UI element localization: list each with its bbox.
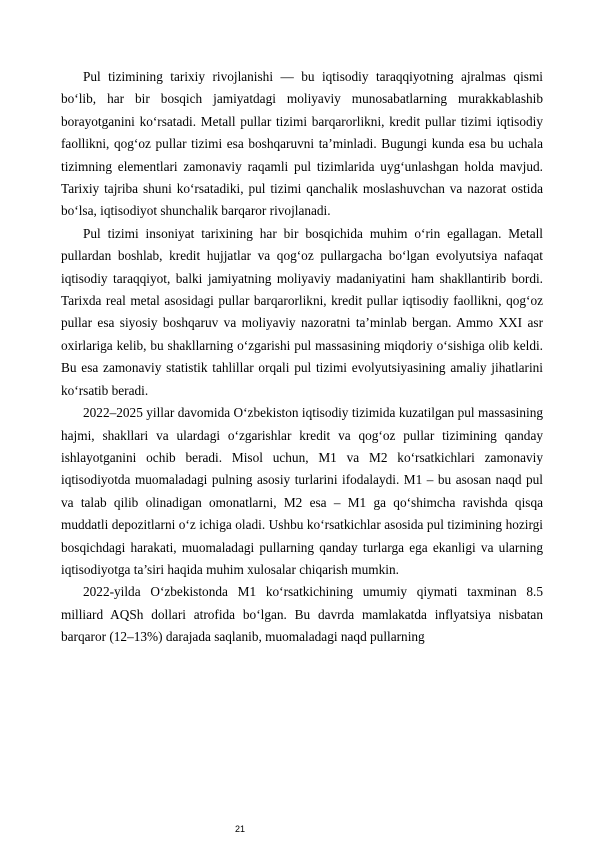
paragraph-2: Pul tizimi insoniyat tarixining har bir bosqichida muhim o‘rin egallagan. Metall pullardan boshlab, kredit hujjatlar va qog‘oz pullargacha bo‘lgan evolyutsiya nafaqat iqtisodiy taraqqiyot, balki jamiyatning moliyaviy madaniyatini ham shakllantirib bordi. Tarixda real metal asosidagi pullar barqarorlikni, kredit pullar iqtisodiy faollikni, qog‘oz pullar esa siyosiy boshqaruv va moliyaviy nazoratni ta’minlab bergan. Ammo XXI asr oxirlariga kelib, bu shakllarning o‘zgarishi pul massasining miqdoriy o‘sishiga olib keldi. Bu esa zamonaviy statistik tahlillar orqali pul tizimi evolyutsiyasining amaliy jihatlarini ko‘rsatib beradi.	[61, 225, 543, 398]
paragraph-1: Pul tizimining tarixiy rivojlanishi — bu iqtisodiy taraqqiyotning ajralmas qismi bo‘lib, har bir bosqich jamiyatdagi moliyaviy munosabatlarning murakkablashib borayotganini ko‘rsatadi. Metall pullar tizimi barqarorlikni, kredit pullar tizimi iqtisodiy faollikni, qog‘oz pullar tizimi esa boshqaruvni ta’minladi. Bugungi kunda esa bu uchala tizimning elementlari zamonaviy raqamli pul tizimlarida uyg‘unlashgan holda mavjud. Tarixiy tajriba shuni ko‘rsatadiki, pul tizimi qanchalik moslashuvchan va nazorat ostida bo‘lsa, iqtisodiyot shunchalik barqaror rivojlanadi.	[61, 69, 543, 219]
paragraph-4: 2022-yilda O‘zbekistonda M1 ko‘rsatkichining umumiy qiymati taxminan 8.5 milliard AQSh dollari atrofida bo‘lgan. Bu davrda mamlakatda inflyatsiya nisbatan barqaror (12–13%) darajada saqlanib, muomaladagi naqd pullarning	[61, 584, 543, 645]
paragraph-3: 2022–2025 yillar davomida O‘zbekiston iqtisodiy tizimida kuzatilgan pul massasining hajmi, shakllari va ulardagi o‘zgarishlar kredit va qog‘oz pullar tizimining qanday ishlayotganini ochib beradi. Misol uchun, M1 va M2 ko‘rsatkichlari zamonaviy iqtisodiyotda muomaladagi pulning asosiy turlarini ifodalaydi. M1 – bu asosan naqd pul va talab qilib olinadigan omonatlarni, M2 esa – M1 ga qo‘shimcha ravishda qisqa muddatli depozitlarni o‘z ichiga oladi. Ushbu ko‘rsatkichlar asosida pul tizimining hozirgi bosqichdagi harakati, muomaladagi pullarning qanday turlarga ega ekanligi va ularning iqtisodiyotga ta’siri haqida muhim xulosalar chiqarish mumkin.	[61, 405, 543, 577]
document-page	[61, 66, 543, 649]
page-number: 21	[234, 824, 245, 834]
